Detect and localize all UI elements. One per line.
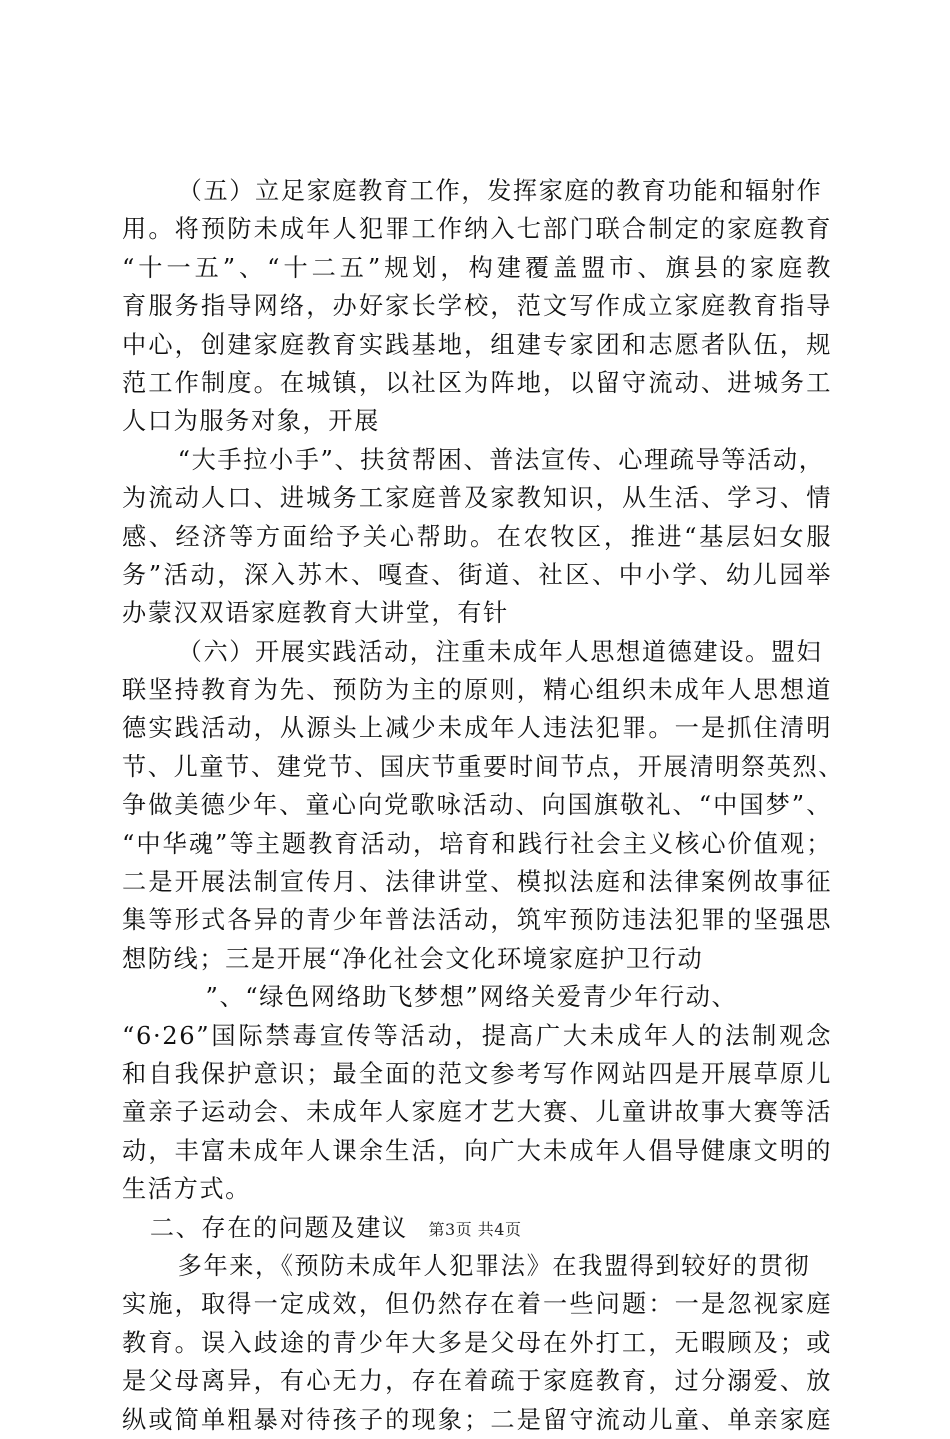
text-line: 范工作制度。在城镇，以社区为阵地，以留守流动、进城务工 bbox=[122, 368, 832, 397]
text-line: 和自我保护意识；最全面的范文参考写作网站四是开展草原儿 bbox=[122, 1059, 832, 1088]
text-line: 实施，取得一定成效，但仍然存在着一些问题：一是忽视家庭 bbox=[122, 1290, 832, 1319]
text-line: “大手拉小手”、扶贫帮困、普法宣传、心理疏导等活动， bbox=[177, 445, 825, 474]
text-line: 多年来，《预防未成年人犯罪法》在我盟得到较好的贯彻 bbox=[177, 1251, 811, 1280]
text-line: （五）立足家庭教育工作，发挥家庭的教育功能和辐射作 bbox=[177, 177, 823, 205]
text-line: 节、儿童节、建党节、国庆节重要时间节点，开展清明祭英烈、 bbox=[122, 752, 845, 781]
text-line: 办蒙汉双语家庭教育大讲堂，有针 bbox=[122, 599, 509, 628]
text-line: “中华魂”等主题教育活动，培育和践行社会主义核心价值观； bbox=[122, 829, 832, 858]
text-line: 二是开展法制宣传月、法律讲堂、模拟法庭和法律案例故事征 bbox=[122, 868, 832, 897]
text-line: （六）开展实践活动，注重未成年人思想道德建设。盟妇 bbox=[177, 637, 823, 666]
text-line: 是父母离异，有心无力，存在着疏于家庭教育，过分溺爱、放 bbox=[122, 1367, 832, 1396]
text-line: ”、“绿色网络助飞梦想”网络关爱青少年行动、 bbox=[205, 983, 738, 1012]
text-line: 纵或简单粗暴对待孩子的现象；二是留守流动儿童、单亲家庭 bbox=[122, 1405, 832, 1434]
text-line: 动，丰富未成年人课余生活，向广大未成年人倡导健康文明的 bbox=[122, 1136, 832, 1165]
section-heading: 二、存在的问题及建议 bbox=[149, 1213, 408, 1242]
text-line: 用。将预防未成年人犯罪工作纳入七部门联合制定的家庭教育 bbox=[122, 215, 832, 244]
text-line: 人口为服务对象，开展 bbox=[122, 407, 380, 436]
text-line: 德实践活动，从源头上减少未成年人违法犯罪。一是抓住清明 bbox=[122, 714, 832, 743]
page-number-footer: 第3页 共4页 bbox=[428, 1220, 522, 1239]
text-line: 童亲子运动会、未成年人家庭才艺大赛、儿童讲故事大赛等活 bbox=[122, 1098, 832, 1127]
text-line: 集等形式各异的青少年普法活动，筑牢预防违法犯罪的坚强思 bbox=[122, 906, 832, 935]
document-body bbox=[122, 172, 845, 1439]
text-line: 联坚持教育为先、预防为主的原则，精心组织未成年人思想道 bbox=[122, 676, 832, 705]
text-line: 生活方式。 bbox=[122, 1175, 251, 1204]
text-line: 务”活动，深入苏木、嘎查、街道、社区、中小学、幼儿园举 bbox=[122, 560, 832, 589]
text-line: 中心，创建家庭教育实践基地，组建专家团和志愿者队伍，规 bbox=[122, 330, 832, 359]
text-line: 育服务指导网络，办好家长学校，范文写作成立家庭教育指导 bbox=[122, 292, 832, 321]
text-line: “6·26”国际禁毒宣传等活动，提高广大未成年人的法制观念 bbox=[122, 1021, 832, 1050]
text-line: 想防线；三是开展“净化社会文化环境家庭护卫行动 bbox=[122, 944, 704, 973]
text-line: 为流动人口、进城务工家庭普及家教知识，从生活、学习、情 bbox=[122, 484, 832, 513]
text-line: 感、经济等方面给予关心帮助。在农牧区，推进“基层妇女服 bbox=[122, 522, 832, 551]
text-line: “十一五”、“十二五”规划，构建覆盖盟市、旗县的家庭教 bbox=[122, 253, 832, 282]
text-line: 教育。误入歧途的青少年大多是父母在外打工，无暇顾及；或 bbox=[122, 1328, 832, 1357]
text-line: 争做美德少年、童心向党歌咏活动、向国旗敬礼、“中国梦”、 bbox=[122, 791, 832, 820]
